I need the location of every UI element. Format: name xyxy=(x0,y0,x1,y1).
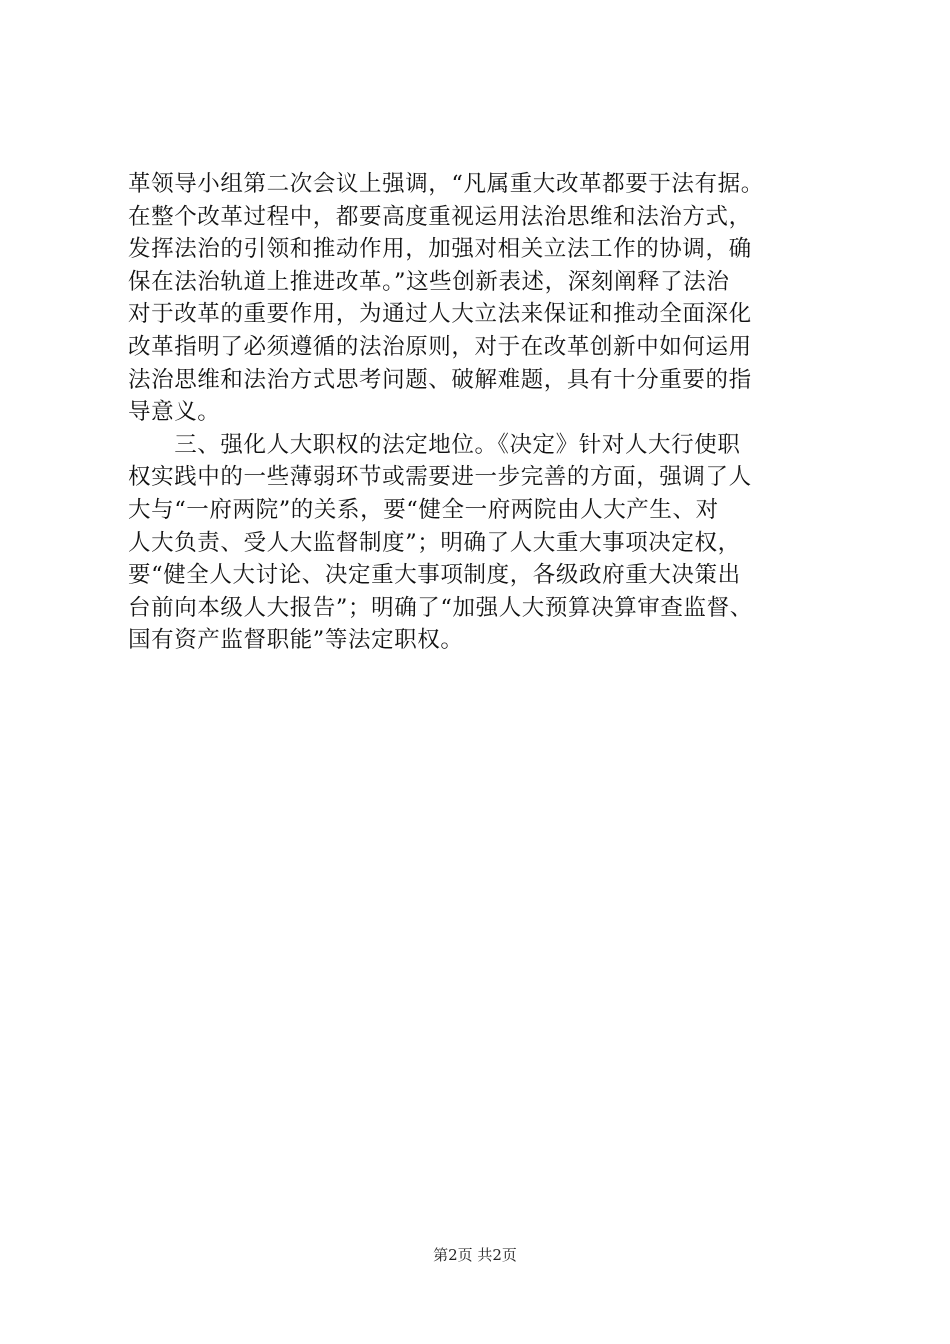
text-line: 要“健全人大讨论、决定重大事项制度，各级政府重大决策出 xyxy=(128,562,741,589)
text-line: 在整个改革过程中，都要高度重视运用法治思维和法治方式， xyxy=(128,203,752,230)
text-line: 人大负责、受人大监督制度”；明确了人大重大事项决定权， xyxy=(128,529,741,556)
text-line: 法治思维和法治方式思考问题、破解难题，具有十分重要的指 xyxy=(128,366,752,393)
text-line: 革领导小组第二次会议上强调，“凡属重大改革都要于法有据。 xyxy=(128,171,764,197)
text-line: 大与“一府两院”的关系，要“健全一府两院由人大产生、对 xyxy=(128,496,719,523)
body-text xyxy=(128,168,850,657)
text-line: 改革指明了必须遵循的法治原则，对于在改革创新中如何运用 xyxy=(128,333,752,360)
text-line: 发挥法治的引领和推动作用，加强对相关立法工作的协调，确 xyxy=(128,236,752,263)
text-line: 权实践中的一些薄弱环节或需要进一步完善的方面，强调了人 xyxy=(128,464,752,491)
text-line: 保在法治轨道上推进改革。”这些创新表述，深刻阐释了法治 xyxy=(128,268,730,295)
text-line: 台前向本级人大报告”；明确了“加强人大预算决算审查监督、 xyxy=(128,594,753,621)
text-line: 导意义。 xyxy=(128,399,221,426)
page-footer: 第2页 共2页 xyxy=(433,1246,517,1264)
text-line: 三、强化人大职权的法定地位。《决定》针对人大行使职 xyxy=(128,431,741,458)
text-line: 对于改革的重要作用，为通过人大立法来保证和推动全面深化 xyxy=(128,301,752,328)
text-line: 国有资产监督职能”等法定职权。 xyxy=(128,627,464,654)
